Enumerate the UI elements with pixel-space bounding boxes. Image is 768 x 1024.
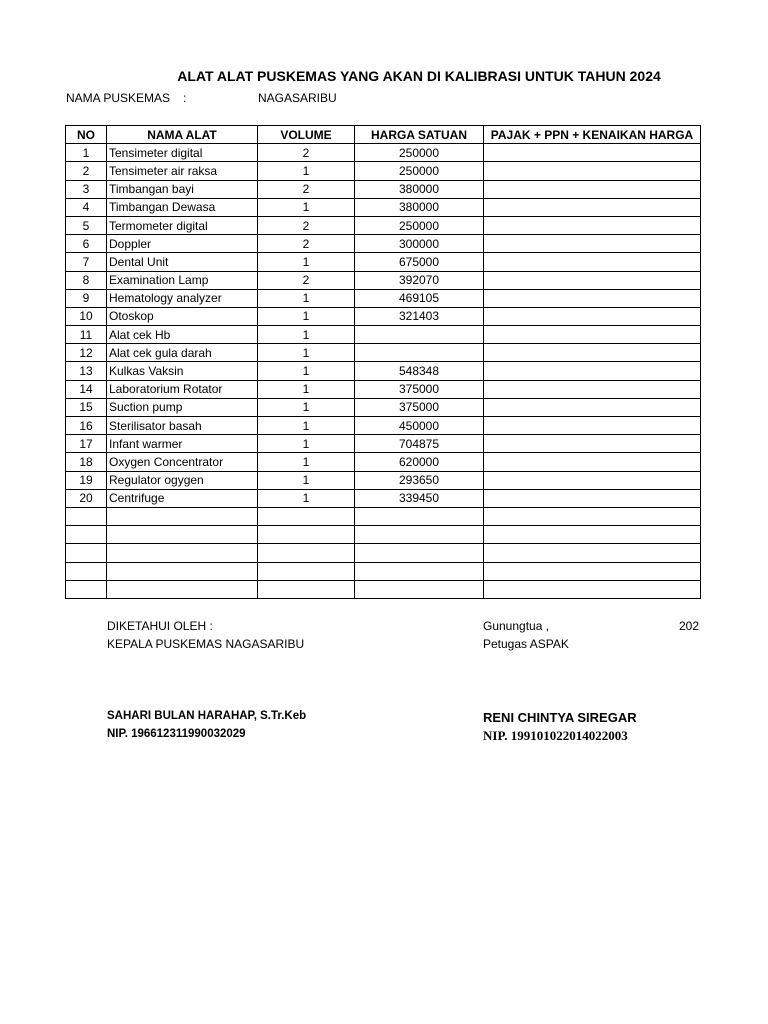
cell-no: 20 bbox=[66, 489, 107, 507]
cell-volume: 1 bbox=[258, 489, 355, 507]
cell-nama-alat: Centrifuge bbox=[107, 489, 258, 507]
cell-nama-alat: Termometer digital bbox=[107, 216, 258, 234]
officer-name: RENI CHINTYA SIREGAR bbox=[483, 710, 637, 725]
cell-nama-alat: Tensimeter air raksa bbox=[107, 162, 258, 180]
cell-pajak bbox=[484, 198, 701, 216]
cell-no: 13 bbox=[66, 362, 107, 380]
cell-nama-alat bbox=[107, 507, 258, 525]
cell-harga-satuan: 375000 bbox=[355, 380, 484, 398]
cell-no: 8 bbox=[66, 271, 107, 289]
cell-harga-satuan: 250000 bbox=[355, 162, 484, 180]
cell-nama-alat bbox=[107, 580, 258, 598]
cell-volume: 1 bbox=[258, 453, 355, 471]
cell-pajak bbox=[484, 144, 701, 162]
cell-volume: 1 bbox=[258, 435, 355, 453]
table-row bbox=[66, 216, 701, 234]
cell-volume: 1 bbox=[258, 362, 355, 380]
cell-nama-alat: Alat cek Hb bbox=[107, 326, 258, 344]
cell-volume bbox=[258, 580, 355, 598]
cell-harga-satuan: 339450 bbox=[355, 489, 484, 507]
cell-nama-alat: Tensimeter digital bbox=[107, 144, 258, 162]
known-by-label: DIKETAHUI OLEH : bbox=[107, 619, 213, 633]
table-row bbox=[66, 544, 701, 562]
cell-harga-satuan: 380000 bbox=[355, 198, 484, 216]
cell-volume bbox=[258, 562, 355, 580]
cell-nama-alat bbox=[107, 562, 258, 580]
table-row bbox=[66, 435, 701, 453]
cell-harga-satuan: 375000 bbox=[355, 398, 484, 416]
table-row bbox=[66, 235, 701, 253]
cell-pajak bbox=[484, 162, 701, 180]
cell-no: 3 bbox=[66, 180, 107, 198]
cell-volume: 1 bbox=[258, 471, 355, 489]
cell-no: 2 bbox=[66, 162, 107, 180]
cell-harga-satuan: 548348 bbox=[355, 362, 484, 380]
table-row bbox=[66, 144, 701, 162]
cell-nama-alat: Oxygen Concentrator bbox=[107, 453, 258, 471]
cell-volume: 1 bbox=[258, 326, 355, 344]
cell-pajak bbox=[484, 180, 701, 198]
cell-no: 5 bbox=[66, 216, 107, 234]
cell-nama-alat: Alat cek gula darah bbox=[107, 344, 258, 362]
cell-pajak bbox=[484, 453, 701, 471]
table-row bbox=[66, 362, 701, 380]
table-row bbox=[66, 417, 701, 435]
cell-pajak bbox=[484, 235, 701, 253]
cell-volume: 1 bbox=[258, 380, 355, 398]
header-volume: VOLUME bbox=[258, 126, 355, 144]
cell-pajak bbox=[484, 253, 701, 271]
cell-volume: 2 bbox=[258, 216, 355, 234]
cell-volume bbox=[258, 526, 355, 544]
cell-no: 11 bbox=[66, 326, 107, 344]
cell-no bbox=[66, 544, 107, 562]
cell-no bbox=[66, 580, 107, 598]
puskemas-colon: : bbox=[183, 91, 187, 105]
cell-harga-satuan bbox=[355, 326, 484, 344]
table-row bbox=[66, 326, 701, 344]
document-title: ALAT ALAT PUSKEMAS YANG AKAN DI KALIBRASI UNTUK TAHUN 2024 bbox=[177, 68, 661, 84]
table-row bbox=[66, 453, 701, 471]
table-header-row bbox=[66, 126, 701, 144]
cell-no: 14 bbox=[66, 380, 107, 398]
cell-pajak bbox=[484, 307, 701, 325]
table-row bbox=[66, 307, 701, 325]
cell-pajak bbox=[484, 380, 701, 398]
cell-no: 4 bbox=[66, 198, 107, 216]
cell-harga-satuan: 380000 bbox=[355, 180, 484, 198]
cell-volume: 1 bbox=[258, 398, 355, 416]
officer-role: Petugas ASPAK bbox=[483, 637, 569, 651]
cell-pajak bbox=[484, 471, 701, 489]
cell-harga-satuan: 469105 bbox=[355, 289, 484, 307]
cell-pajak bbox=[484, 216, 701, 234]
cell-harga-satuan bbox=[355, 544, 484, 562]
cell-volume bbox=[258, 544, 355, 562]
table-row bbox=[66, 289, 701, 307]
cell-nama-alat: Otoskop bbox=[107, 307, 258, 325]
cell-nama-alat: Sterilisator basah bbox=[107, 417, 258, 435]
table-row bbox=[66, 162, 701, 180]
cell-no: 18 bbox=[66, 453, 107, 471]
cell-harga-satuan bbox=[355, 344, 484, 362]
head-title: KEPALA PUSKEMAS NAGASARIBU bbox=[107, 637, 305, 651]
cell-nama-alat bbox=[107, 544, 258, 562]
table-row bbox=[66, 507, 701, 525]
puskemas-label: NAMA PUSKEMAS bbox=[66, 91, 171, 105]
cell-pajak bbox=[484, 417, 701, 435]
cell-nama-alat: Hematology analyzer bbox=[107, 289, 258, 307]
cell-pajak bbox=[484, 362, 701, 380]
cell-harga-satuan: 293650 bbox=[355, 471, 484, 489]
cell-harga-satuan bbox=[355, 580, 484, 598]
cell-volume: 2 bbox=[258, 180, 355, 198]
cell-no: 19 bbox=[66, 471, 107, 489]
cell-no bbox=[66, 562, 107, 580]
cell-harga-satuan: 620000 bbox=[355, 453, 484, 471]
equipment-table bbox=[65, 125, 701, 599]
cell-harga-satuan bbox=[355, 526, 484, 544]
table-row bbox=[66, 489, 701, 507]
cell-volume: 2 bbox=[258, 235, 355, 253]
cell-harga-satuan: 675000 bbox=[355, 253, 484, 271]
cell-no: 7 bbox=[66, 253, 107, 271]
officer-nip: NIP. 199101022014022003 bbox=[483, 728, 628, 743]
cell-no: 16 bbox=[66, 417, 107, 435]
cell-no: 12 bbox=[66, 344, 107, 362]
cell-no: 10 bbox=[66, 307, 107, 325]
cell-no bbox=[66, 526, 107, 544]
cell-pajak bbox=[484, 435, 701, 453]
head-nip: NIP. 196612311990032029 bbox=[107, 728, 246, 740]
cell-no bbox=[66, 507, 107, 525]
cell-nama-alat: Kulkas Vaksin bbox=[107, 362, 258, 380]
header-harga-satuan: HARGA SATUAN bbox=[355, 126, 484, 144]
cell-pajak bbox=[484, 398, 701, 416]
puskemas-value: NAGASARIBU bbox=[258, 91, 337, 105]
head-name: SAHARI BULAN HARAHAP, S.Tr.Keb bbox=[107, 710, 307, 722]
cell-volume: 1 bbox=[258, 289, 355, 307]
cell-pajak bbox=[484, 344, 701, 362]
cell-pajak bbox=[484, 489, 701, 507]
cell-volume: 1 bbox=[258, 417, 355, 435]
cell-pajak bbox=[484, 289, 701, 307]
table-row bbox=[66, 344, 701, 362]
table-row bbox=[66, 198, 701, 216]
cell-pajak bbox=[484, 507, 701, 525]
cell-no: 6 bbox=[66, 235, 107, 253]
cell-harga-satuan: 450000 bbox=[355, 417, 484, 435]
cell-nama-alat: Infant warmer bbox=[107, 435, 258, 453]
cell-nama-alat: Examination Lamp bbox=[107, 271, 258, 289]
cell-volume: 2 bbox=[258, 271, 355, 289]
header-no: NO bbox=[66, 126, 107, 144]
cell-harga-satuan: 250000 bbox=[355, 144, 484, 162]
header-pajak: PAJAK + PPN + KENAIKAN HARGA bbox=[484, 126, 701, 144]
table-row bbox=[66, 180, 701, 198]
cell-pajak bbox=[484, 544, 701, 562]
table-row bbox=[66, 398, 701, 416]
table-row bbox=[66, 271, 701, 289]
cell-volume: 1 bbox=[258, 344, 355, 362]
year-label: 202 bbox=[679, 619, 700, 633]
cell-no: 1 bbox=[66, 144, 107, 162]
cell-nama-alat: Dental Unit bbox=[107, 253, 258, 271]
cell-pajak bbox=[484, 326, 701, 344]
cell-nama-alat: Laboratorium Rotator bbox=[107, 380, 258, 398]
header-nama-alat: NAMA ALAT bbox=[107, 126, 258, 144]
cell-volume: 1 bbox=[258, 253, 355, 271]
table-row bbox=[66, 253, 701, 271]
cell-volume: 2 bbox=[258, 144, 355, 162]
cell-harga-satuan: 392070 bbox=[355, 271, 484, 289]
cell-no: 17 bbox=[66, 435, 107, 453]
cell-nama-alat bbox=[107, 526, 258, 544]
table-row bbox=[66, 562, 701, 580]
cell-volume: 1 bbox=[258, 307, 355, 325]
place-label: Gunungtua , bbox=[483, 619, 550, 633]
cell-volume: 1 bbox=[258, 198, 355, 216]
table-row bbox=[66, 580, 701, 598]
cell-pajak bbox=[484, 526, 701, 544]
table-row bbox=[66, 380, 701, 398]
cell-harga-satuan: 250000 bbox=[355, 216, 484, 234]
cell-nama-alat: Regulator ogygen bbox=[107, 471, 258, 489]
cell-no: 9 bbox=[66, 289, 107, 307]
cell-nama-alat: Timbangan Dewasa bbox=[107, 198, 258, 216]
table-row bbox=[66, 526, 701, 544]
cell-harga-satuan: 321403 bbox=[355, 307, 484, 325]
cell-volume bbox=[258, 507, 355, 525]
cell-pajak bbox=[484, 562, 701, 580]
cell-harga-satuan: 704875 bbox=[355, 435, 484, 453]
cell-pajak bbox=[484, 271, 701, 289]
cell-harga-satuan bbox=[355, 562, 484, 580]
cell-volume: 1 bbox=[258, 162, 355, 180]
cell-pajak bbox=[484, 580, 701, 598]
cell-no: 15 bbox=[66, 398, 107, 416]
cell-harga-satuan: 300000 bbox=[355, 235, 484, 253]
table-row bbox=[66, 471, 701, 489]
cell-harga-satuan bbox=[355, 507, 484, 525]
cell-nama-alat: Suction pump bbox=[107, 398, 258, 416]
cell-nama-alat: Timbangan bayi bbox=[107, 180, 258, 198]
cell-nama-alat: Doppler bbox=[107, 235, 258, 253]
